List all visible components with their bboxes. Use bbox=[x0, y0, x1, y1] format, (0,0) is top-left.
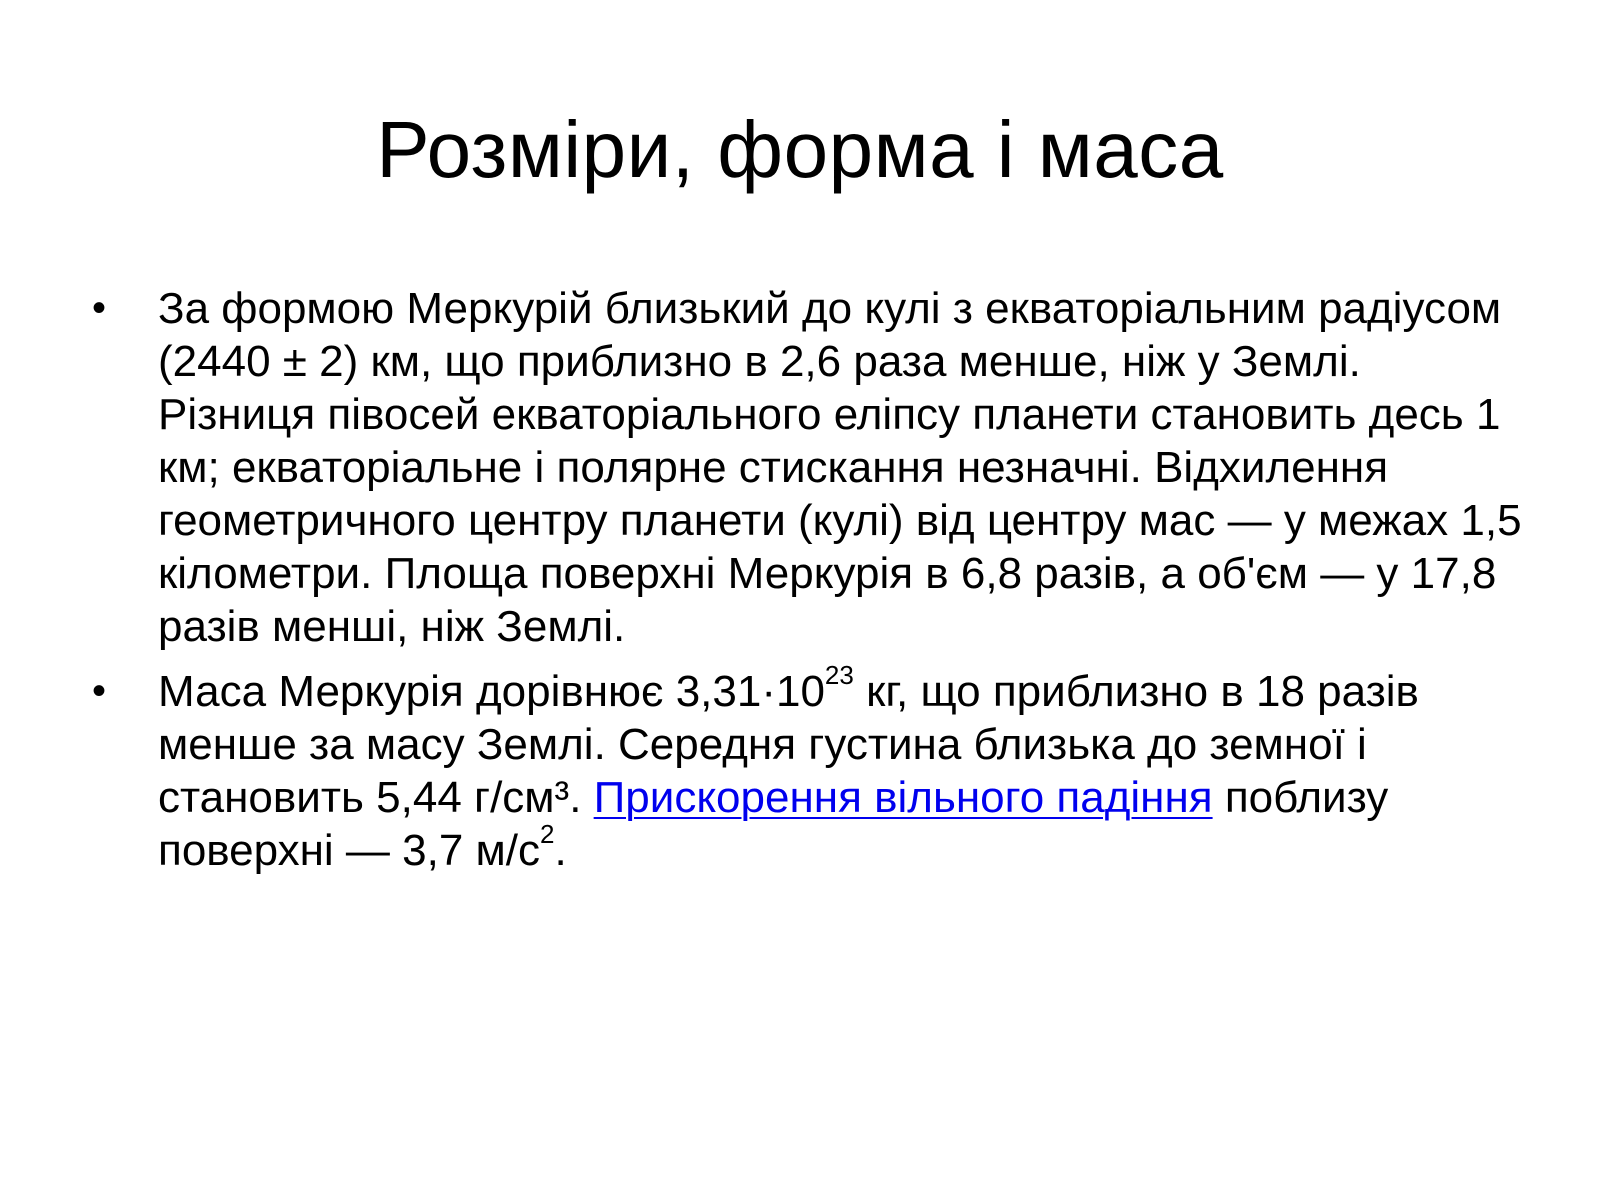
bullet-text-part: Маса Меркурія дорівнює 3,31·10 bbox=[158, 667, 825, 716]
bullet-text: За формою Меркурій близький до кулі з екваторіальним радіусом (2440 ± 2) км, що приблизно в 2,6 раза менше, ніж у Землі. Різниця півосей екваторіального еліпсу планети становить десь 1 км; екваторіальне і полярне стискання незначні. Відхилення геометричного центру планети (кулі) від центру мас — у межах 1,5 кілометри. Площа поверхні Меркурія в 6,8 разів, а об'єм — у 17,8 разів менші, ніж Землі. bbox=[158, 284, 1522, 651]
bullet-item-mass bbox=[92, 660, 1522, 877]
gravity-acceleration-link[interactable]: Прискорення вільного падіння bbox=[593, 773, 1213, 822]
bullet-list bbox=[92, 282, 1522, 889]
bullet-icon: • bbox=[92, 286, 107, 330]
exponent: 23 bbox=[824, 660, 854, 691]
slide-title: Розміри, форма і маса bbox=[376, 105, 1224, 194]
bullet-text-part: . bbox=[554, 826, 567, 875]
bullet-item-shape bbox=[92, 282, 1522, 653]
bullet-text-part: кг, що приблизно в 18 разів менше за масу Землі. Середня густина близька до земної і становить 5,44 г/см³. bbox=[158, 667, 1419, 822]
exponent: 2 bbox=[540, 819, 555, 850]
bullet-icon: • bbox=[92, 669, 107, 713]
bullet-text-part: поблизу поверхні — 3,7 м/с bbox=[158, 773, 1389, 875]
